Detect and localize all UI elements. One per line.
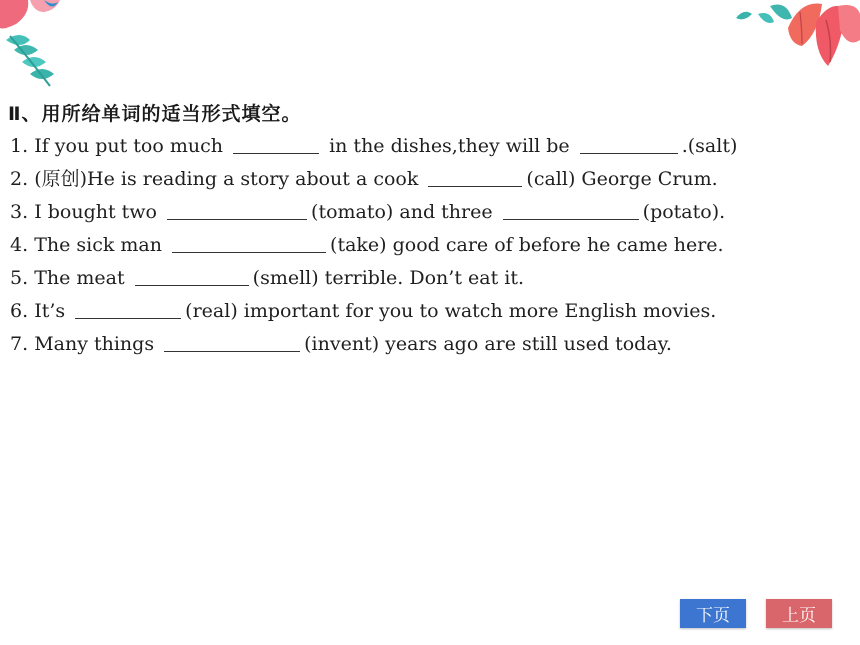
answer-blank[interactable] bbox=[503, 201, 639, 220]
question-text: I bought two bbox=[34, 201, 157, 223]
next-page-button[interactable]: 下页 bbox=[680, 599, 746, 628]
question-text: (原创)He is reading a story about a cook bbox=[34, 168, 419, 190]
question-text: (tomato) and three bbox=[311, 201, 493, 223]
question-text: in the dishes,they will be bbox=[329, 135, 570, 157]
question-2 bbox=[10, 167, 718, 191]
question-1 bbox=[10, 134, 737, 158]
question-text: The meat bbox=[34, 267, 125, 289]
answer-blank[interactable] bbox=[172, 234, 326, 253]
answer-blank[interactable] bbox=[164, 333, 300, 352]
question-text: (potato). bbox=[642, 201, 726, 223]
question-4 bbox=[10, 233, 724, 257]
question-number: 2. bbox=[10, 168, 29, 190]
question-number: 7. bbox=[10, 333, 29, 355]
question-text: If you put too much bbox=[34, 135, 223, 157]
question-7 bbox=[10, 332, 672, 356]
question-text: It’s bbox=[34, 300, 66, 322]
section-title: Ⅱ、用所给单词的适当形式填空。 bbox=[8, 103, 302, 125]
question-text: (take) good care of before he came here. bbox=[330, 234, 724, 256]
answer-blank[interactable] bbox=[167, 201, 307, 220]
answer-blank[interactable] bbox=[135, 267, 249, 286]
question-number: 5. bbox=[10, 267, 29, 289]
leaf-decoration-right-icon bbox=[730, 0, 860, 70]
answer-blank[interactable] bbox=[580, 135, 678, 154]
question-number: 4. bbox=[10, 234, 29, 256]
question-text: (real) important for you to watch more English movies. bbox=[185, 300, 717, 322]
answer-blank[interactable] bbox=[233, 135, 319, 154]
question-text: (call) George Crum. bbox=[526, 168, 718, 190]
question-text: (smell) terrible. Don’t eat it. bbox=[252, 267, 524, 289]
question-6 bbox=[10, 299, 716, 323]
question-5 bbox=[10, 266, 524, 290]
answer-blank[interactable] bbox=[75, 300, 181, 319]
question-number: 1. bbox=[10, 135, 29, 157]
question-3 bbox=[10, 200, 725, 224]
question-text: Many things bbox=[34, 333, 155, 355]
leaf-decoration-left-icon bbox=[0, 0, 80, 95]
answer-blank[interactable] bbox=[428, 168, 522, 187]
previous-page-button[interactable]: 上页 bbox=[766, 599, 832, 628]
question-number: 3. bbox=[10, 201, 29, 223]
question-text: .(salt) bbox=[681, 135, 738, 157]
question-text: (invent) years ago are still used today. bbox=[304, 333, 672, 355]
question-number: 6. bbox=[10, 300, 29, 322]
question-text: The sick man bbox=[34, 234, 162, 256]
